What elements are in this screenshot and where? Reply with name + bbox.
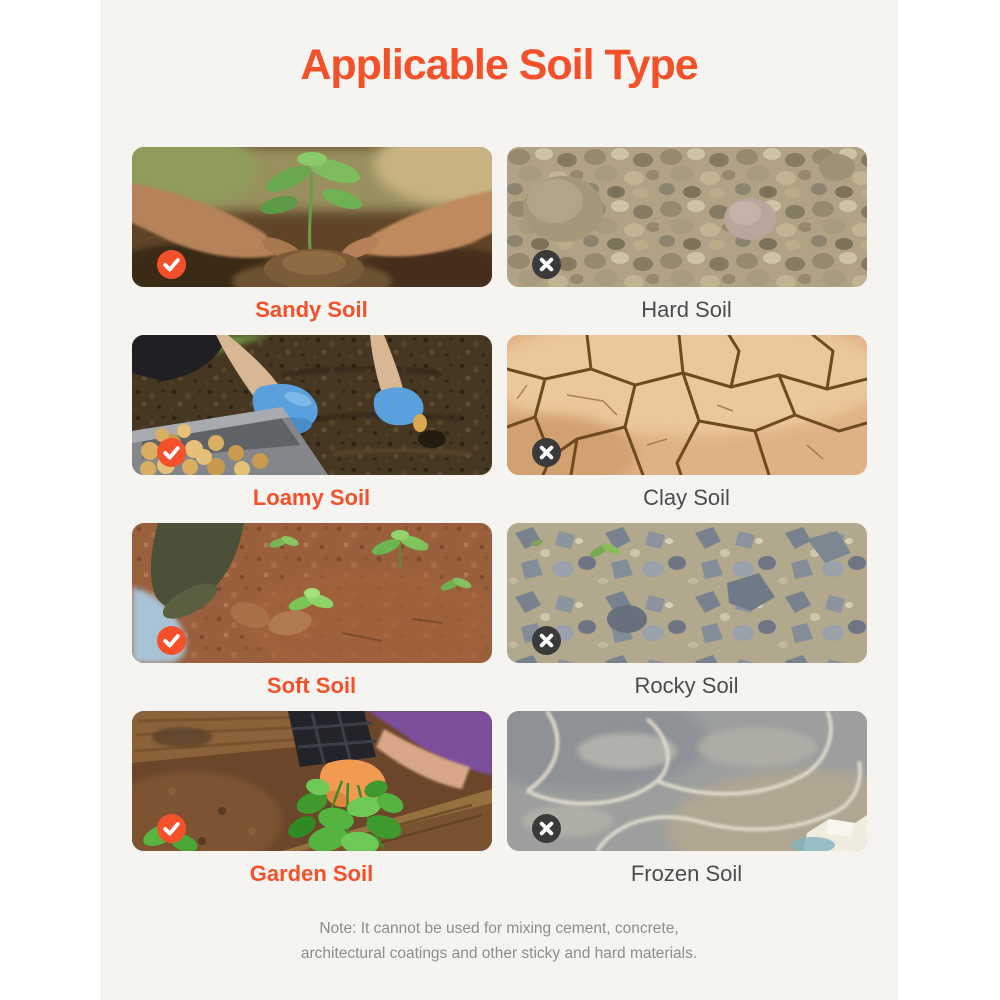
check-icon (157, 814, 186, 843)
cross-badge (532, 814, 561, 843)
soil-label-loamy: Loamy Soil (252, 485, 371, 510)
check-badge (157, 626, 186, 655)
note (100, 916, 898, 966)
cross-icon (532, 438, 561, 467)
soil-label-soft: Soft Soil (266, 673, 357, 698)
cross-badge (532, 438, 561, 467)
icy-frozen-ground-image (507, 711, 867, 851)
sandy-soil-photo (132, 147, 492, 287)
soil-label-sandy: Sandy Soil (255, 297, 368, 322)
cross-icon (532, 814, 561, 843)
soil-label-clay: Clay Soil (643, 485, 730, 510)
soil-label-garden: Garden Soil (249, 861, 374, 886)
page-title: Applicable Soil Type (300, 41, 698, 89)
hard-soil-photo (507, 147, 867, 287)
note-line-2: architectural coatings and other sticky and hard materials. (300, 945, 698, 962)
gravel-pebbles-image (507, 147, 867, 287)
gloved-hands-planting-bulbs-image (132, 335, 492, 475)
check-icon (157, 250, 186, 279)
soil-card-loamy (132, 335, 492, 512)
soil-card-hard (507, 147, 867, 324)
soil-card-garden (132, 711, 492, 888)
cross-icon (532, 250, 561, 279)
soil-card-soft (132, 523, 492, 700)
soil-card-frozen (507, 711, 867, 888)
loamy-soil-photo (132, 335, 492, 475)
garden-soil-photo (132, 711, 492, 851)
stony-ground-image (507, 523, 867, 663)
soil-label-hard: Hard Soil (641, 297, 732, 322)
check-icon (157, 626, 186, 655)
soil-label-frozen: Frozen Soil (630, 861, 743, 886)
soil-card-clay (507, 335, 867, 512)
rocky-soil-photo (507, 523, 867, 663)
note-line-1: Note: It cannot be used for mixing cement, concrete, (319, 920, 679, 937)
frozen-soil-photo (507, 711, 867, 851)
dry-cracked-clay-image (507, 335, 867, 475)
hands-planting-seedling-image (132, 147, 492, 287)
check-badge (157, 438, 186, 467)
cross-badge (532, 626, 561, 655)
soil-card-rocky (507, 523, 867, 700)
soil-grid (132, 147, 867, 888)
clay-soil-photo (507, 335, 867, 475)
check-badge (157, 814, 186, 843)
cross-badge (532, 250, 561, 279)
soil-card-sandy (132, 147, 492, 324)
check-icon (157, 438, 186, 467)
soft-soil-photo (132, 523, 492, 663)
raised-bed-planting-image (132, 711, 492, 851)
soil-label-rocky: Rocky Soil (634, 673, 739, 698)
content-panel (100, 0, 898, 1000)
check-badge (157, 250, 186, 279)
planting-seedlings-red-soil-image (132, 523, 492, 663)
cross-icon (532, 626, 561, 655)
